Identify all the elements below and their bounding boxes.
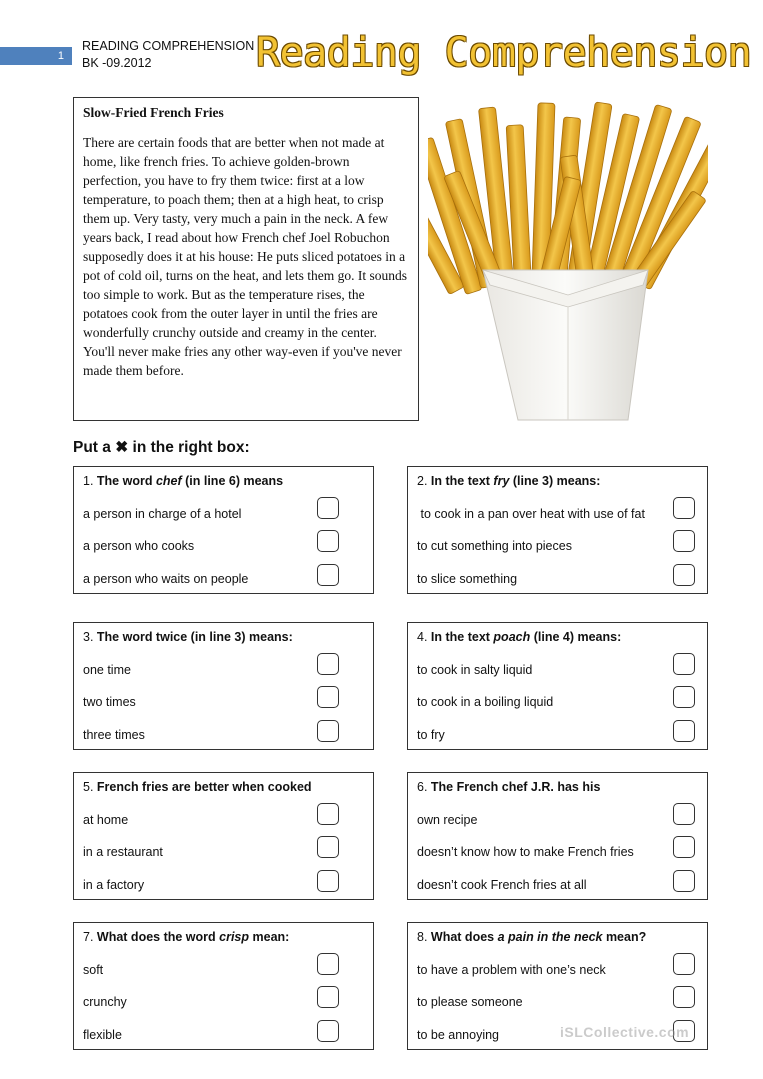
answer-checkbox[interactable]: [673, 686, 695, 708]
question-number: 3.: [83, 630, 97, 644]
question-keyword: fry: [493, 474, 510, 488]
option-label: doesn’t cook French fries at all: [417, 878, 587, 892]
answer-checkbox[interactable]: [317, 953, 339, 975]
french-fries-image: [428, 95, 708, 425]
question-text-end: mean?: [602, 930, 647, 944]
instruction-prefix: Put a: [73, 439, 116, 456]
answer-checkbox[interactable]: [673, 836, 695, 858]
question-2: [407, 466, 708, 594]
question-number: 7.: [83, 930, 97, 944]
answer-checkbox[interactable]: [317, 530, 339, 552]
question-6-title: [417, 780, 600, 794]
option-label: soft: [83, 963, 104, 977]
question-1: [73, 466, 374, 594]
question-number: 8.: [417, 930, 431, 944]
question-text: What does: [430, 930, 498, 944]
question-text: The French chef J.R. has his: [430, 780, 601, 794]
answer-checkbox[interactable]: [317, 870, 339, 892]
answer-checkbox[interactable]: [317, 986, 339, 1008]
question-1-title: [83, 474, 283, 488]
question-7-title: [83, 930, 289, 944]
header-meta-line1: READING COMPREHENSION: [82, 39, 255, 53]
option-label: flexible: [83, 1028, 122, 1042]
answer-checkbox[interactable]: [317, 720, 339, 742]
question-keyword: poach: [493, 630, 531, 644]
answer-checkbox[interactable]: [673, 720, 695, 742]
question-3-title: [83, 630, 293, 644]
option-label: in a factory: [83, 878, 145, 892]
page-title: Reading Comprehension: [256, 30, 752, 76]
option-label: to please someone: [417, 995, 523, 1009]
option-label: crunchy: [83, 995, 127, 1009]
answer-checkbox[interactable]: [317, 497, 339, 519]
option-label: doesn’t know how to make French fries: [417, 845, 634, 859]
question-text-end: (line 4) means:: [530, 630, 622, 644]
option-label: to be annoying: [417, 1028, 500, 1042]
answer-checkbox[interactable]: [673, 497, 695, 519]
watermark: iSLCollective.com: [560, 1024, 690, 1040]
instruction: [73, 438, 250, 457]
question-text: In the text: [430, 630, 494, 644]
question-text: What does the word: [96, 930, 220, 944]
option-label: to slice something: [417, 572, 518, 586]
option-label: to have a problem with one’s neck: [417, 963, 606, 977]
answer-checkbox[interactable]: [673, 530, 695, 552]
answer-checkbox[interactable]: [317, 564, 339, 586]
question-text: French fries are better when cooked: [96, 780, 312, 794]
question-4: [407, 622, 708, 750]
answer-checkbox[interactable]: [673, 986, 695, 1008]
option-label: in a restaurant: [83, 845, 163, 859]
answer-checkbox[interactable]: [317, 653, 339, 675]
option-label: own recipe: [417, 813, 478, 827]
option-label: a person who waits on people: [83, 572, 249, 586]
question-number: 2.: [417, 474, 431, 488]
question-text: The word: [96, 474, 156, 488]
question-text: In the text: [430, 474, 494, 488]
answer-checkbox[interactable]: [673, 803, 695, 825]
header-meta-line2: BK -09.2012: [82, 56, 152, 70]
question-2-title: [417, 474, 600, 488]
question-text-end: (in line 6) means: [181, 474, 284, 488]
question-number: 1.: [83, 474, 97, 488]
question-5-title: [83, 780, 312, 794]
story-title: Slow-Fried French Fries: [83, 105, 224, 120]
option-label: to cut something into pieces: [417, 539, 572, 553]
story-body: There are certain foods that are better when not made at home, like french fries. To achieve golden-brown perfection, you have to fry them twice: first at a low temperature, to poach them; then at a high heat, to crisp them up. Very tasty, very much a pain in the neck. A few years back, I read about how French chef Joel Robuchon supposedly does it at his house: He puts sliced potatoes in a pot of cold oil, turns on the heat, and lets them go. It sounds too simple to work. But as the temperature rises, the potatoes cook from the outer layer in until the fries are wonderfully crunchy outside and creamy in the center. You'll never make fries any other way-even if you've never made them before.: [83, 135, 407, 378]
question-keyword: a pain in the neck: [497, 930, 603, 944]
option-label: three times: [83, 728, 145, 742]
option-label: one time: [83, 663, 131, 677]
question-keyword: chef: [155, 474, 182, 488]
question-8-title: [417, 930, 646, 944]
question-3: [73, 622, 374, 750]
question-4-title: [417, 630, 621, 644]
option-label: two times: [83, 695, 136, 709]
question-text-end: mean:: [249, 930, 290, 944]
question-7: [73, 922, 374, 1050]
page-number-tab: 1: [0, 47, 72, 65]
cross-icon: ✖: [115, 439, 129, 456]
option-label: at home: [83, 813, 129, 827]
answer-checkbox[interactable]: [673, 870, 695, 892]
option-label: to cook in a pan over heat with use of fat: [417, 507, 645, 521]
option-label: to fry: [417, 728, 445, 742]
option-label: to cook in salty liquid: [417, 663, 533, 677]
question-number: 4.: [417, 630, 431, 644]
question-text: The word twice (in line 3) means:: [96, 630, 293, 644]
question-number: 6.: [417, 780, 431, 794]
question-5: [73, 772, 374, 900]
answer-checkbox[interactable]: [317, 803, 339, 825]
header-meta: [82, 38, 254, 72]
question-keyword: crisp: [219, 930, 250, 944]
question-text-end: (line 3) means:: [509, 474, 601, 488]
question-number: 5.: [83, 780, 97, 794]
option-label: a person in charge of a hotel: [83, 507, 242, 521]
answer-checkbox[interactable]: [317, 836, 339, 858]
option-label: a person who cooks: [83, 539, 195, 553]
option-label: to cook in a boiling liquid: [417, 695, 554, 709]
instruction-suffix: in the right box:: [128, 439, 250, 456]
answer-checkbox[interactable]: [673, 953, 695, 975]
answer-checkbox[interactable]: [317, 1020, 339, 1042]
story-box: [73, 97, 419, 421]
question-6: [407, 772, 708, 900]
answer-checkbox[interactable]: [317, 686, 339, 708]
answer-checkbox[interactable]: [673, 564, 695, 586]
answer-checkbox[interactable]: [673, 653, 695, 675]
